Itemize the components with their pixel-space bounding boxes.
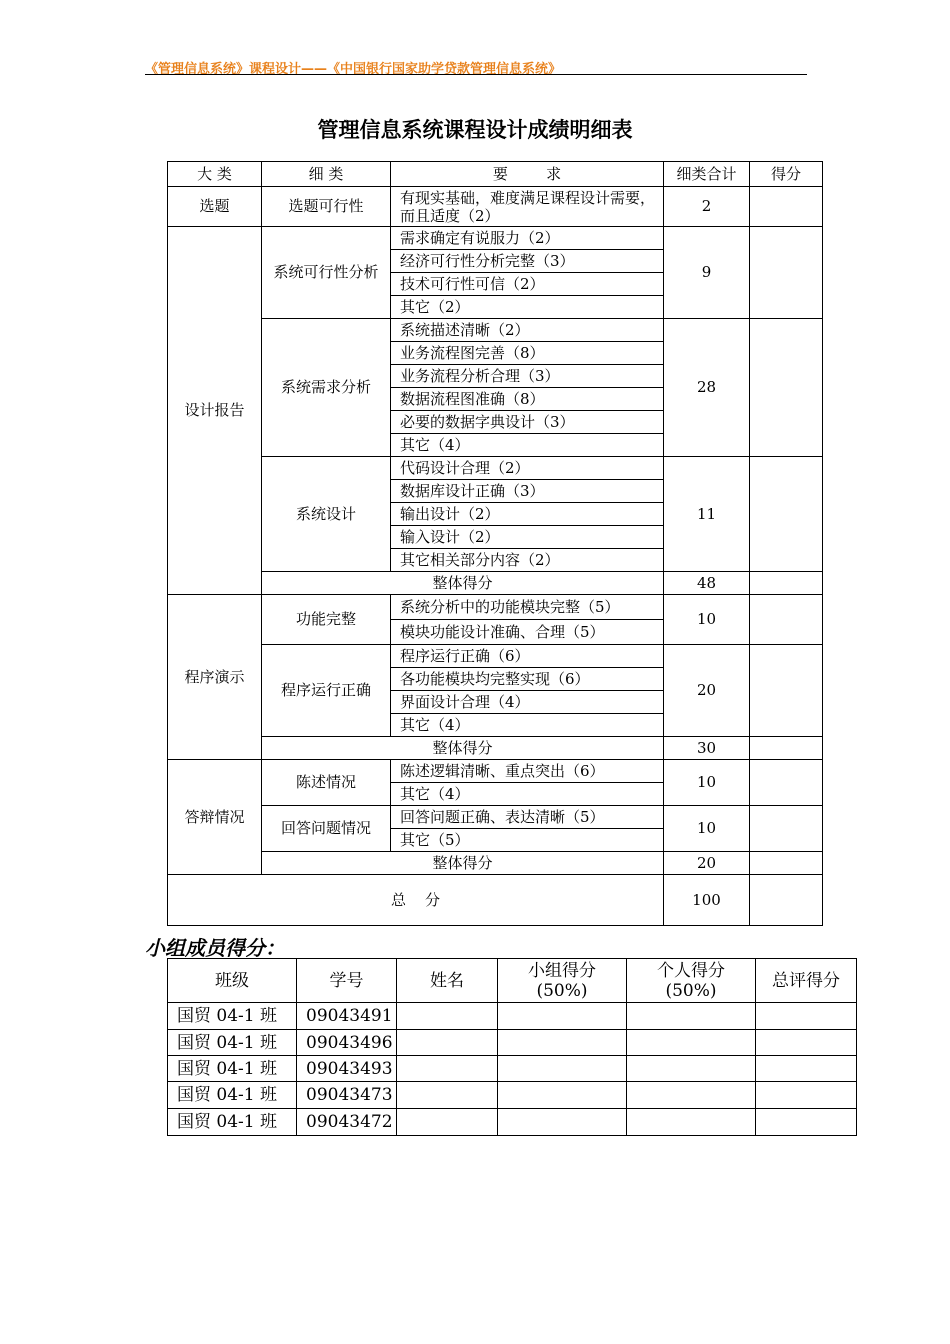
score-cell [750,806,823,852]
header-score: 得分 [750,162,823,187]
name-cell [397,1056,498,1082]
final-score-cell [756,1109,857,1136]
individual-score-cell [627,1109,756,1136]
score-cell [750,760,823,806]
requirement-cell: 必要的数据字典设计（3） [391,411,664,434]
overall-label: 整体得分 [262,737,664,760]
header-individual-score-label: 个人得分 [657,960,725,981]
category-design-report: 设计报告 [168,227,262,595]
name-cell [397,1030,498,1056]
subcategory-statement: 陈述情况 [262,760,391,806]
final-score-cell [756,1082,857,1109]
header-subtotal: 细类合计 [664,162,750,187]
header-class: 班级 [168,959,297,1003]
header-individual-score [627,959,756,1003]
subtotal-cell: 20 [664,645,750,737]
final-score-cell [756,1030,857,1056]
requirement-cell: 其它（4） [391,783,664,806]
header-group-score [498,959,627,1003]
requirement-cell: 回答问题正确、表达清晰（5） [391,806,664,829]
overall-label: 整体得分 [262,852,664,875]
subcategory-function: 功能完整 [262,595,391,645]
group-score-cell [498,1082,627,1109]
name-cell [397,1082,498,1109]
individual-score-cell [627,1030,756,1056]
subtotal-cell: 10 [664,595,750,645]
header-group-score-label: 小组得分 [528,960,596,981]
table-row [168,852,823,875]
subcategory-system-design: 系统设计 [262,457,391,572]
requirement-cell: 数据库设计正确（3） [391,480,664,503]
table-row [168,572,823,595]
individual-score-cell [627,1082,756,1109]
overall-total: 30 [664,737,750,760]
score-cell [750,852,823,875]
final-score-cell [756,1003,857,1030]
score-cell [750,737,823,760]
requirement-cell: 经济可行性分析完整（3） [391,250,664,273]
individual-score-cell [627,1056,756,1082]
subtotal-cell: 28 [664,319,750,457]
table-header-row [168,162,823,187]
subtotal-cell: 10 [664,806,750,852]
table-row [168,737,823,760]
members-section-title: 小组成员得分： [145,936,285,960]
table-header-row [168,959,857,1003]
requirement-cell: 需求确定有说服力（2） [391,227,664,250]
class-cell: 国贸 04-1 班 [168,1082,297,1109]
requirement-cell: 各功能模块均完整实现（6） [391,668,664,691]
class-cell: 国贸 04-1 班 [168,1056,297,1082]
running-header: 《管理信息系统》课程设计——《中国银行国家助学贷款管理信息系统》 [145,62,562,77]
table-row [168,1056,857,1082]
header-name: 姓名 [397,959,498,1003]
table-row [168,1109,857,1136]
student-id-cell: 09043496 [297,1030,397,1056]
table-row [168,595,823,620]
overall-total: 20 [664,852,750,875]
score-cell [750,645,823,737]
table-row [168,319,823,342]
subtotal-cell: 2 [664,187,750,227]
table-row [168,227,823,250]
score-cell [750,227,823,319]
requirement-cell: 系统分析中的功能模块完整（5） [391,595,664,620]
table-row [168,1030,857,1056]
subcategory-answers: 回答问题情况 [262,806,391,852]
overall-label: 整体得分 [262,572,664,595]
member-score-table [167,958,857,1136]
table-row [168,187,823,227]
class-cell: 国贸 04-1 班 [168,1109,297,1136]
header-student-id: 学号 [297,959,397,1003]
requirement-cell: 有现实基础，难度满足课程设计需要，而且适度（2） [391,187,664,227]
requirement-cell: 陈述逻辑清晰、重点突出（6） [391,760,664,783]
individual-score-cell [627,1003,756,1030]
score-cell [750,187,823,227]
class-cell: 国贸 04-1 班 [168,1030,297,1056]
student-id-cell: 09043491 [297,1003,397,1030]
table-row [168,875,823,926]
requirement-cell: 其它相关部分内容（2） [391,549,664,572]
subcategory-running: 程序运行正确 [262,645,391,737]
subcategory-requirements: 系统需求分析 [262,319,391,457]
table-row [168,760,823,783]
class-cell: 国贸 04-1 班 [168,1003,297,1030]
grand-total: 100 [664,875,750,926]
group-score-cell [498,1056,627,1082]
requirement-cell: 其它（5） [391,829,664,852]
subtotal-cell: 9 [664,227,750,319]
requirement-cell: 程序运行正确（6） [391,645,664,668]
subtotal-cell: 10 [664,760,750,806]
category-topic: 选题 [168,187,262,227]
name-cell [397,1003,498,1030]
name-cell [397,1109,498,1136]
final-score-cell [756,1056,857,1082]
table-row [168,1003,857,1030]
grand-total-label: 总 分 [168,875,664,926]
header-individual-score-weight: (50%) [665,980,717,1001]
table-row [168,457,823,480]
requirement-cell: 其它（2） [391,296,664,319]
score-cell [750,595,823,645]
requirement-cell: 系统描述清晰（2） [391,319,664,342]
group-score-cell [498,1003,627,1030]
requirement-cell: 数据流程图准确（8） [391,388,664,411]
group-score-cell [498,1109,627,1136]
requirement-cell: 其它（4） [391,434,664,457]
score-cell [750,457,823,572]
header-category: 大 类 [168,162,262,187]
subcategory-feasibility: 系统可行性分析 [262,227,391,319]
group-score-cell [498,1030,627,1056]
header-subcategory: 细 类 [262,162,391,187]
requirement-cell: 技术可行性可信（2） [391,273,664,296]
score-cell [750,319,823,457]
subtotal-cell: 11 [664,457,750,572]
score-cell [750,875,823,926]
requirement-cell: 其它（4） [391,714,664,737]
table-row [168,645,823,668]
requirement-cell: 业务流程分析合理（3） [391,365,664,388]
student-id-cell: 09043472 [297,1109,397,1136]
student-id-cell: 09043493 [297,1056,397,1082]
score-cell [750,572,823,595]
table-row [168,1082,857,1109]
score-detail-table [167,161,823,926]
requirement-cell: 业务流程图完善（8） [391,342,664,365]
header-requirement: 要 求 [391,162,664,187]
category-defense: 答辩情况 [168,760,262,875]
category-demo: 程序演示 [168,595,262,760]
header-final-score: 总评得分 [756,959,857,1003]
student-id-cell: 09043473 [297,1082,397,1109]
requirement-cell: 代码设计合理（2） [391,457,664,480]
page-title: 管理信息系统课程设计成绩明细表 [317,118,633,142]
header-rule [145,74,807,75]
overall-total: 48 [664,572,750,595]
table-row [168,806,823,829]
header-group-score-weight: (50%) [536,980,588,1001]
requirement-cell: 界面设计合理（4） [391,691,664,714]
requirement-cell: 输入设计（2） [391,526,664,549]
requirement-cell: 模块功能设计准确、合理（5） [391,620,664,645]
subcategory-topic: 选题可行性 [262,187,391,227]
requirement-cell: 输出设计（2） [391,503,664,526]
